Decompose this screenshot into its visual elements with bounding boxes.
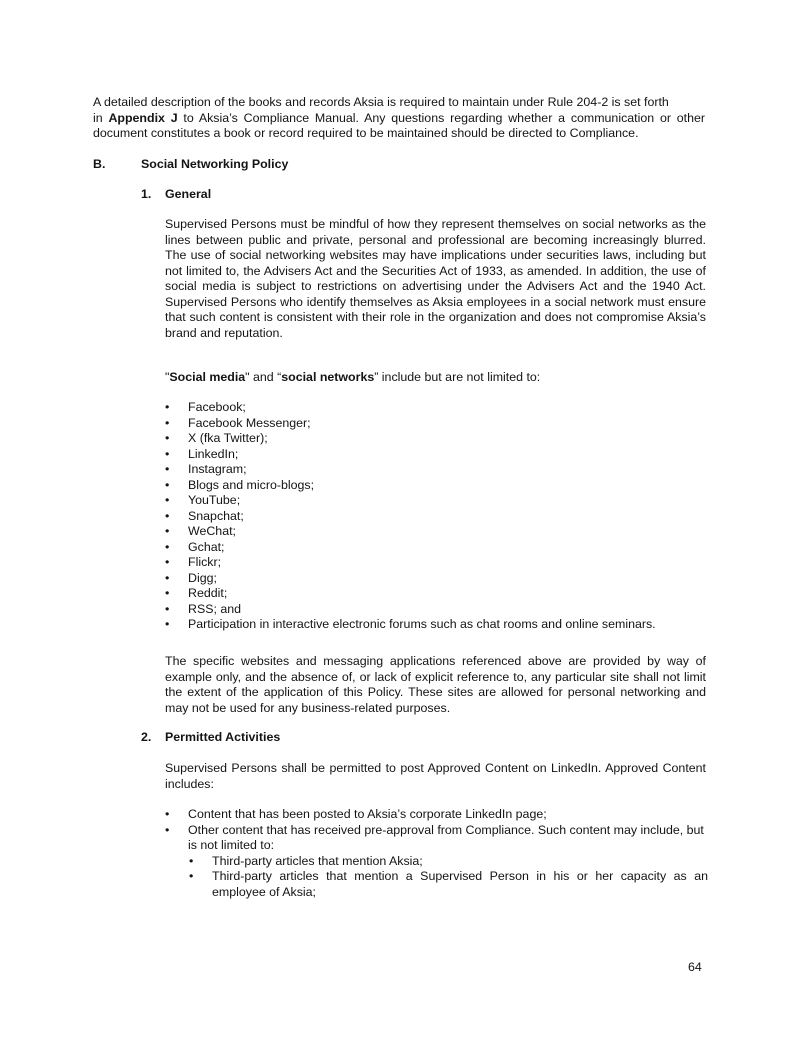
list-item (163, 586, 708, 602)
bullet-icon: • (165, 586, 170, 600)
bullet-icon: • (165, 822, 170, 837)
pre-approval-sublist (188, 854, 708, 901)
intro-prefix: in (93, 110, 109, 125)
bullet-icon: • (165, 539, 170, 554)
social-media-definition (165, 370, 706, 386)
bullet-icon: • (165, 601, 170, 616)
list-item (163, 602, 708, 618)
term-social-networks: social networks (281, 370, 375, 384)
list-item-label: X (fka Twitter); (188, 431, 268, 445)
bullet-icon: • (165, 617, 170, 631)
list-item-label: Instagram; (188, 462, 247, 476)
social-network-list (163, 400, 708, 633)
intro-paragraph (93, 95, 705, 142)
list-item-label: Content that has been posted to Aksia’s corporate LinkedIn page; (188, 807, 547, 821)
websites-paragraph: The specific websites and messaging applications referenced above are provided by way of example only, and the absence of, or lack of explicit reference to, any particular site shall not limit the extent of the application of this Policy. These sites are allowed for personal networking and may not be used for any business-related purposes. (165, 654, 706, 715)
list-item (163, 478, 708, 494)
list-item (163, 509, 708, 525)
list-item-label: RSS; and (188, 601, 242, 616)
bullet-icon: • (165, 462, 170, 476)
list-item (163, 416, 708, 432)
bullet-icon: • (165, 524, 170, 538)
list-item-label: LinkedIn; (188, 446, 239, 461)
permitted-paragraph: Supervised Persons shall be permitted to post Approved Content on LinkedIn. Approved Content includes: (165, 761, 706, 791)
subsection-1-title: General (165, 187, 212, 201)
page-number: 64 (688, 960, 702, 974)
list-item-label: Reddit; (188, 586, 228, 600)
bullet-icon: • (165, 415, 170, 430)
bullet-icon: • (165, 477, 170, 492)
list-item-label: WeChat; (188, 524, 236, 538)
list-item (163, 540, 708, 556)
bullet-icon: • (165, 555, 170, 569)
intro-line-1: A detailed description of the books and records Aksia is required to maintain under Rule 204-2 is set forth (93, 95, 669, 109)
definition-quote-open: " (165, 370, 170, 384)
list-item-label: Snapchat; (188, 508, 244, 523)
bullet-icon: • (165, 446, 170, 461)
list-item (163, 400, 708, 416)
list-item (163, 617, 708, 633)
subsection-1-number: 1. (141, 187, 152, 201)
list-item-label: Gchat; (188, 539, 225, 554)
bullet-icon: • (165, 400, 170, 414)
bullet-icon: • (165, 493, 170, 507)
bullet-icon: • (189, 853, 194, 868)
list-item (163, 431, 708, 447)
list-item (163, 571, 708, 587)
list-item-label: Flickr; (188, 555, 222, 569)
general-paragraph: Supervised Persons must be mindful of how they represent themselves on social networks as the lines between public and private, personal and professional are becoming increasingly blurred. The use of social networking websites may have implications under securities laws, including but not limited to, the Advisers Act and the Securities Act of 1933, as amended. In addition, the use of social media is subject to restrictions on advertising under the Advisers Act and the 1940 Act. Supervised Persons who identify themselves as Aksia employees in a social network must ensure that such content is consistent with their role in the organization and does not compromise Aksia’s brand and reputation. (165, 217, 706, 340)
sublist-item-label: Third-party articles that mention a Supervised Person in his or her capacity as an employee of Aksia; (212, 869, 708, 899)
list-item-label: Blogs and micro-blogs; (188, 477, 315, 492)
section-letter: B. (93, 157, 106, 171)
appendix-reference: Appendix J (108, 110, 178, 125)
list-item (163, 807, 708, 823)
term-social-media: Social media (169, 370, 246, 384)
sublist-item (188, 854, 708, 870)
list-item (163, 555, 708, 571)
list-item (163, 462, 708, 478)
definition-rest: ” include but are not limited to: (374, 370, 541, 384)
bullet-icon: • (165, 431, 170, 445)
definition-and: " and “ (245, 370, 282, 384)
list-item-label: YouTube; (188, 493, 241, 507)
list-item (163, 493, 708, 509)
list-item-label: Other content that has received pre-approval from Compliance. Such content may include, but is not limited to: (188, 822, 704, 852)
list-item-label: Digg; (188, 570, 217, 585)
list-item-label: Participation in interactive electronic forums such as chat rooms and online seminars. (188, 617, 656, 631)
bullet-icon: • (165, 508, 170, 523)
bullet-icon: • (165, 570, 170, 585)
list-item-label: Facebook Messenger; (188, 415, 311, 430)
list-item (163, 524, 708, 540)
bullet-icon: • (165, 807, 170, 821)
list-item (163, 823, 708, 901)
bullet-icon: • (189, 869, 194, 883)
section-title: Social Networking Policy (141, 157, 289, 171)
permitted-content-list (163, 807, 708, 900)
intro-rest: to Aksia’s Compliance Manual. Any questions regarding whether a communication or other document constitutes a book or record required to be maintained should be directed to Compliance. (93, 110, 706, 140)
sublist-item-label: Third-party articles that mention Aksia; (212, 853, 423, 868)
list-item-label: Facebook; (188, 400, 246, 414)
subsection-2-title: Permitted Activities (165, 730, 281, 744)
subsection-2-number: 2. (141, 730, 152, 744)
list-item (163, 447, 708, 463)
sublist-item (188, 869, 708, 900)
